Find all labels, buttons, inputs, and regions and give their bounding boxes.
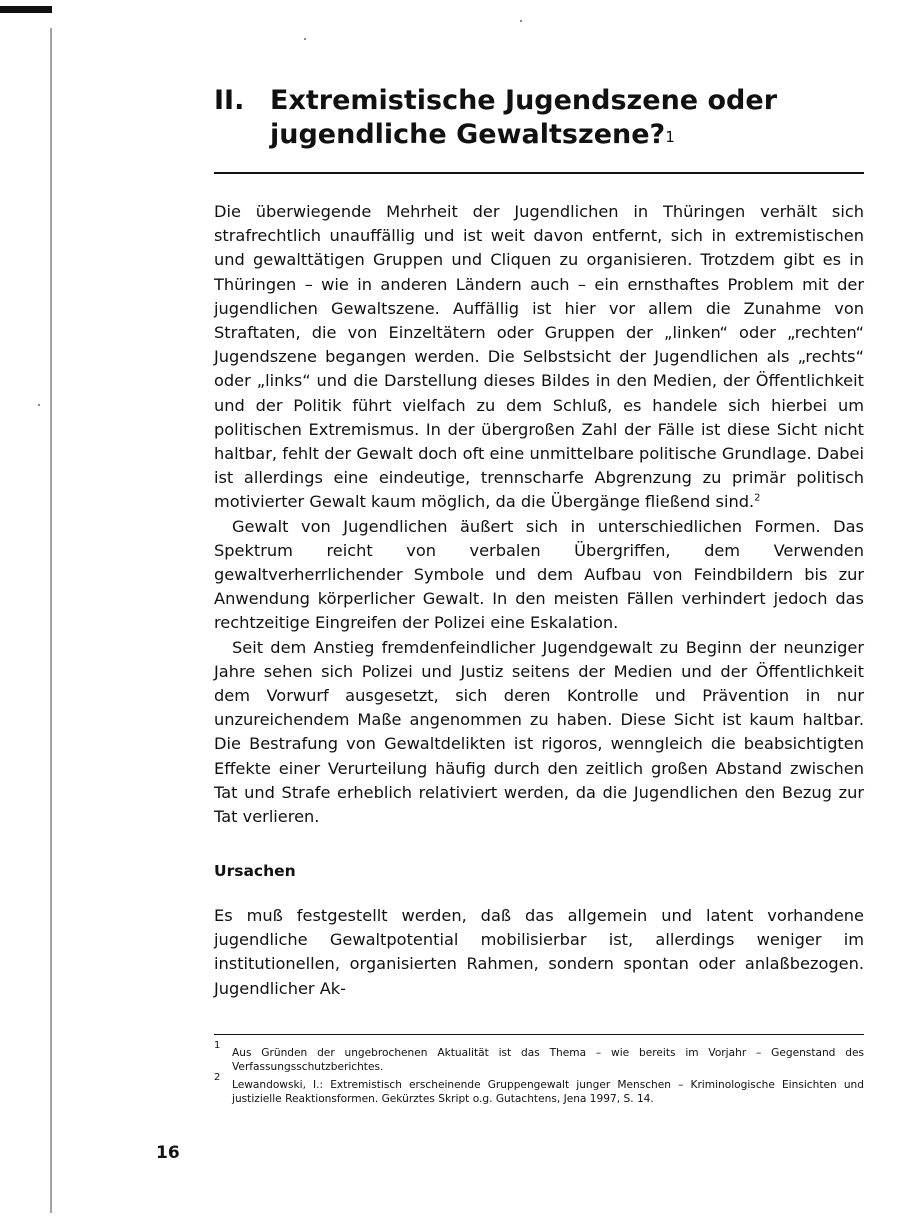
chapter-heading: [214, 84, 854, 152]
footnote-number: 2: [214, 1072, 221, 1083]
scan-binding-edge: [50, 28, 52, 1213]
heading-rule: [214, 172, 864, 174]
scan-speck: [520, 20, 522, 22]
footnote-ref-1: 1: [665, 128, 675, 146]
paragraph-1: [214, 200, 864, 515]
chapter-title-line-2: jugendliche Gewaltszene?: [270, 119, 666, 150]
footnote-rule: [214, 1034, 864, 1035]
paragraph-2: Gewalt von Jugendlichen äußert sich in unterschiedlichen Formen. Das Spektrum reicht von verbalen Übergriffen, dem Verwenden gewaltverherrlichender Symbole und dem Aufbau von Feindbildern bis zur Anwendung körperlicher Gewalt. In den meisten Fällen verhindert jedoch das rechtzeitige Eingreifen der Polizei eine Eskalation.: [214, 516, 864, 633]
scan-edge-mark: [0, 6, 52, 13]
footnote-ref-2: 2: [754, 493, 761, 505]
section-subheading: Ursachen: [214, 862, 296, 880]
footnote-1: [214, 1040, 864, 1074]
paragraph-1-text: Die überwiegende Mehrheit der Jugendlichen in Thüringen verhält sich strafrechtlich unauffällig und ist weit davon entfernt, sich in extremistischen und gewalttätigen Gruppen und Cliquen zu organisieren. Trotzdem gibt es in Thüringen – wie in anderen Ländern auch – ein ernsthaftes Problem mit der jugendlichen Gewaltszene. Auffällig ist hier vor allem die Zunahme von Straftaten, die von Einzeltätern oder Gruppen der „linken“ oder „rechten“ Jugendszene begangen werden. Die Selbstsicht der Jugendlichen als „rechts“ oder „links“ und die Darstellung dieses Bildes in den Medien, der Öffentlichkeit und der Politik führt vielfach zu dem Schluß, es handele sich hierbei um politischen Extremismus. In der übergroßen Zahl der Fälle ist diese Sicht nicht haltbar, fehlt der Gewalt doch oft eine unmittelbare politische Grundlage. Dabei ist allerdings eine eindeutige, trennscharfe Abgrenzung zu primär politisch motivierter Gewalt kaum möglich, da die Übergänge fließend sind.: [214, 202, 864, 512]
paragraph-3: Seit dem Anstieg fremdenfeindlicher Jugendgewalt zu Beginn der neunziger Jahre sehen sich Polizei und Justiz seitens der Medien und der Öffentlichkeit dem Vorwurf ausgesetzt, sich deren Kontrolle und Prävention in nur unzureichendem Maße angenommen zu haben. Diese Sicht ist kaum haltbar. Die Bestrafung von Gewaltdelikten ist rigoros, wenngleich die beabsichtigten Effekte einer Verurteilung häufig durch den zeitlich großen Abstand zwischen Tat und Strafe erheblich relativiert werden, da die Jugendlichen den Bezug zur Tat verlieren.: [214, 637, 864, 827]
footnote-2: [214, 1072, 864, 1106]
footnote-text: Lewandowski, I.: Extremistisch erscheinende Gruppengewalt junger Menschen – Kriminologische Einsichten und justizielle Reaktionsformen. Gekürztes Skript o.g. Gutachtens, Jena 1997, S. 14.: [232, 1079, 864, 1105]
chapter-title-line-1: Extremistische Jugendszene oder: [270, 85, 778, 116]
footnote-number: 1: [214, 1040, 221, 1051]
body-text: [214, 200, 864, 829]
footnote-text: Aus Gründen der ungebrochenen Aktualität ist das Thema – wie bereits im Vorjahr – Gegenstand des Verfassungsschutzberichtes.: [232, 1047, 864, 1073]
page-number: 16: [156, 1143, 180, 1163]
scan-speck: [38, 404, 40, 406]
footnotes: [214, 1040, 864, 1110]
paragraph-4: Es muß festgestellt werden, daß das allgemein und latent vorhandene jugendliche Gewaltpotential mobilisierbar ist, allerdings weniger im institutionellen, organisierten Rahmen, sondern spontan oder anlaßbezogen. Jugendlicher Ak-: [214, 906, 864, 998]
scan-speck: [304, 38, 306, 40]
chapter-number: II.: [214, 85, 245, 116]
